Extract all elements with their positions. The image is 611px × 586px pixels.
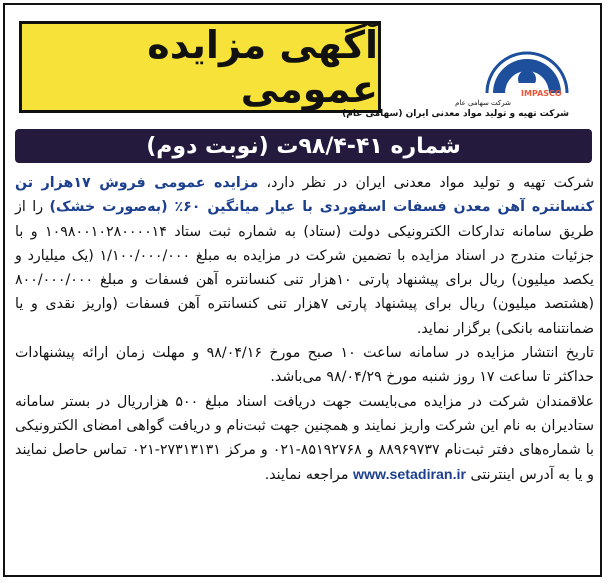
notice-body bbox=[15, 171, 594, 487]
auction-subject: مزایده عمومی فروش ۱۷هزار تن کنسانتره آهن معدن فسفات اسفوردی با عیار میانگین ۶۰٪ (به‌صورت خشک) bbox=[15, 175, 594, 216]
notice-number-bar bbox=[15, 129, 592, 163]
notice-header bbox=[5, 5, 600, 123]
company-name: شرکت تهیه و تولید مواد معدنی ایران (سهامی عام) bbox=[342, 109, 569, 119]
company-logo-icon bbox=[479, 23, 575, 99]
title-box bbox=[19, 21, 381, 113]
closing-text: مراجعه نمایند. bbox=[264, 466, 353, 483]
website-link[interactable]: www.setadiran.ir bbox=[352, 466, 466, 483]
logo-abbreviation: IMPASCO bbox=[521, 89, 562, 98]
paragraph-1 bbox=[15, 171, 594, 341]
company-name-small: شرکت سهامی عام bbox=[455, 99, 511, 107]
notice-title: آگهی مزایده عمومی bbox=[147, 23, 378, 111]
schedule-text: تاریخ انتشار مزایده در سامانه ساعت ۱۰ صبح مورخ ۹۸/۰۴/۱۶ و مهلت زمان ارائه پیشنهادات حداکثر تا ساعت ۱۷ روز شنبه مورخ ۹۸/۰۴/۲۹ می‌باشد. bbox=[15, 345, 594, 386]
notice-frame bbox=[3, 3, 602, 577]
registration-text: علاقمندان شرکت در مزایده می‌بایست جهت دریافت اسناد مبلغ ۵۰۰ هزارریال در بستر سامانه ستادیران به نام این شرکت واریز نمایند و همچنین جهت ثبت‌نام و دریافت گواهی امضای الکترونیکی با شماره‌های دفتر ثبت‌نام ۸۸۹۶۹۷۳۷ و ۸۵۱۹۲۷۶۸-۰۲۱ و مرکز ۲۷۳۱۳۱۳۱-۰۲۱ تماس حاصل نمایند و یا به آدرس اینترنتی bbox=[15, 393, 595, 483]
notice-number: شماره ۴۱-۹۸/۴ت (نوبت دوم) bbox=[146, 133, 461, 159]
paragraph-3 bbox=[15, 390, 594, 487]
intro-text: شرکت تهیه و تولید مواد معدنی ایران در نظر دارد، bbox=[258, 175, 594, 191]
auction-details: را از طریق سامانه تدارکات الکترونیکی دولت (ستاد) به شماره ثبت ستاد ۱۰۹۸۰۰۱۰۲۸۰۰۰۰۱۴ و با جزئیات مندرج در اسناد مزایده با تضمین شرکت در مزایده به مبلغ ۱/۱۰۰/۰۰۰/۰۰۰ (یک میلیارد و یکصد میلیون) ریال برای پیشنهاد پارتی ۱۰هزار تنی کنسانتره آهن فسفات و مبلغ ۸۰۰/۰۰۰/۰۰۰ (هشتصد میلیون) ریال برای پیشنهاد پارتی ۷هزار تنی کنسانتره آهن فسفات (واریز نقدی و یا ضمانتنامه بانکی) برگزار نماید. bbox=[15, 199, 595, 337]
paragraph-2 bbox=[15, 341, 594, 390]
company-logo-block bbox=[342, 23, 591, 119]
